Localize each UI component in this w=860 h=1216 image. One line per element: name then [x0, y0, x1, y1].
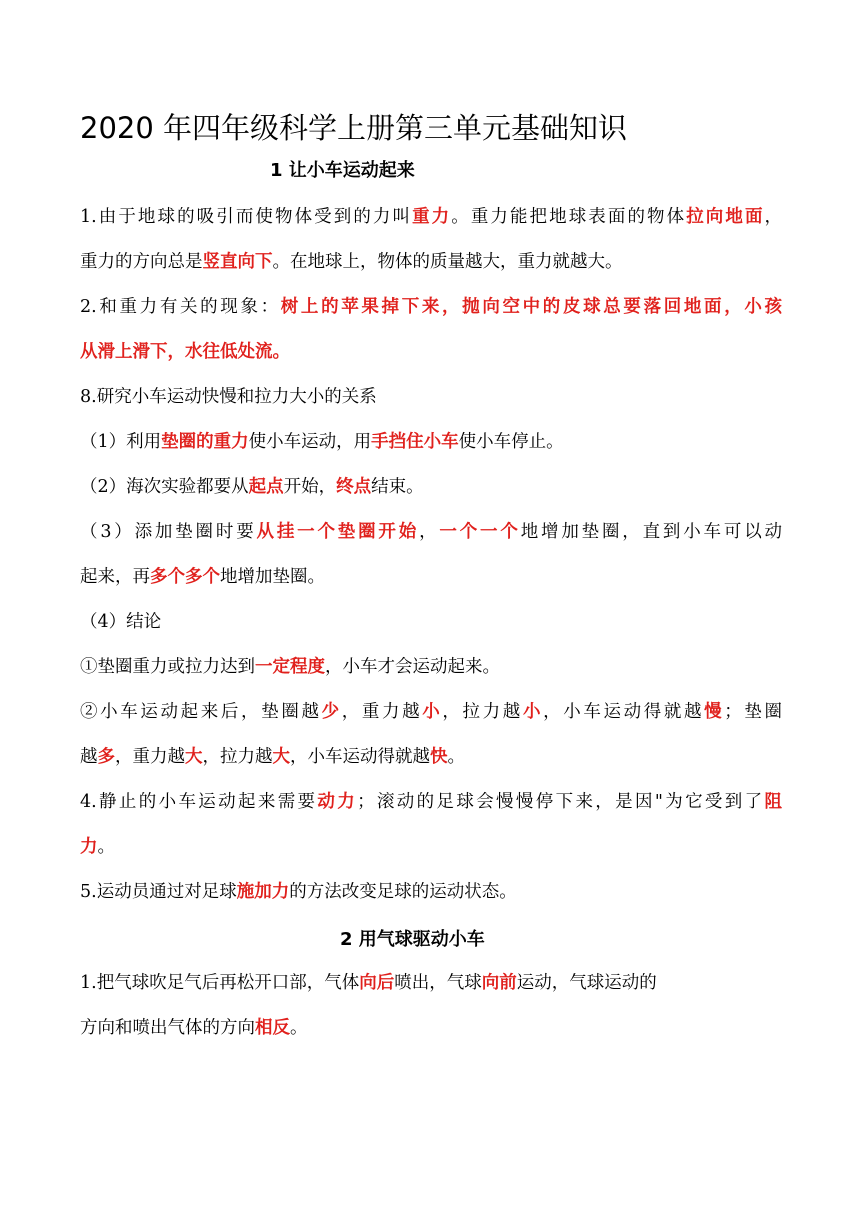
- highlight-term: 施加力: [236, 882, 290, 902]
- text-segment: 起来，再: [80, 567, 150, 587]
- highlight-term: 力: [80, 837, 98, 857]
- highlight-term: 小: [522, 702, 544, 722]
- text-segment: 地增加垫圈，直到小车可以动: [520, 522, 783, 542]
- text-segment: ，: [764, 207, 783, 227]
- highlight-term: 多: [97, 747, 115, 767]
- text-segment: 1.把气球吹足气后再松开口部，气体: [80, 973, 360, 993]
- paragraph-3: [80, 382, 377, 412]
- text-segment: 喷出，气球: [394, 973, 482, 993]
- highlight-term: 阻: [764, 792, 782, 812]
- paragraph-1-line-1: [80, 202, 782, 232]
- text-segment: ，重力越: [115, 747, 185, 767]
- paragraph-5: [80, 877, 517, 907]
- text-segment: 方向和喷出气体的方向: [80, 1018, 255, 1038]
- text-segment: ，小车才会运动起来。: [325, 657, 500, 677]
- text-segment: （3）添加垫圈时要: [80, 522, 257, 542]
- text-segment: （4）结论: [80, 612, 162, 632]
- item-3-line-1: [80, 517, 782, 547]
- paragraph-4-line-2: [80, 832, 115, 862]
- document-title: 2020 年四年级科学上册第三单元基础知识: [80, 111, 628, 145]
- text-segment: ；垫圈: [724, 702, 783, 722]
- highlight-term: 树上的苹果掉下来，抛向空中的皮球总要落回地面，小孩: [280, 297, 783, 317]
- highlight-term: 多个多个: [150, 567, 220, 587]
- text-segment: ②小车运动起来后，垫圈越: [80, 702, 322, 722]
- item-3-line-2: [80, 562, 325, 592]
- section-2-paragraph-1-line-2: [80, 1013, 308, 1043]
- text-segment: ，拉力越: [202, 747, 273, 767]
- text-segment: （2）海次实验都要从: [80, 477, 249, 497]
- text-segment: 5.运动员通过对足球: [80, 882, 237, 902]
- text-segment: ，拉力越: [442, 702, 523, 722]
- section-2-paragraph-1-line-1: [80, 968, 657, 998]
- text-segment: 。: [447, 747, 465, 767]
- paragraph-2-line-1: [80, 292, 782, 322]
- text-segment: 重力的方向总是: [80, 252, 203, 272]
- highlight-term: 终点: [336, 477, 372, 497]
- item-4: [80, 607, 161, 637]
- highlight-term: 一个一个: [439, 522, 521, 542]
- text-segment: 。: [290, 1018, 308, 1038]
- text-segment: 。: [97, 837, 115, 857]
- paragraph-1-line-2: [80, 247, 623, 277]
- item-1: [80, 427, 564, 457]
- paragraph-4-line-1: [80, 787, 782, 817]
- highlight-term: 大: [185, 747, 203, 767]
- text-segment: ①垫圈重力或拉力达到: [80, 657, 255, 677]
- text-segment: ；滚动的足球会慢慢停下来，是因"为它受到了: [357, 792, 765, 812]
- text-segment: ，小车运动得就越: [290, 747, 430, 767]
- text-segment: 使小车停止。: [458, 432, 564, 452]
- highlight-term: 手挡住小车: [371, 432, 459, 452]
- highlight-term: 从滑上滑下，水往低处流。: [80, 342, 290, 362]
- highlight-term: 起点: [248, 477, 284, 497]
- paragraph-2-line-2: [80, 337, 290, 367]
- text-segment: ，小车运动得就越: [543, 702, 705, 722]
- text-segment: 2.和重力有关的现象：: [80, 297, 281, 317]
- conclusion-2-line-2: [80, 742, 465, 772]
- text-segment: ，重力越: [341, 702, 423, 722]
- highlight-term: 竖直向下: [202, 252, 273, 272]
- section-1-heading: 1 让小车运动起来: [270, 160, 415, 181]
- text-segment: （1）利用: [80, 432, 162, 452]
- highlight-term: 大: [272, 747, 290, 767]
- conclusion-2-line-1: [80, 697, 782, 727]
- highlight-term: 快: [430, 747, 448, 767]
- text-segment: 1.由于地球的吸引而使物体受到的力叫: [80, 207, 413, 227]
- item-2: [80, 472, 424, 502]
- highlight-term: 相反: [255, 1018, 290, 1038]
- text-segment: ，: [419, 522, 440, 542]
- highlight-term: 动力: [317, 792, 358, 812]
- text-segment: 的方法改变足球的运动状态。: [289, 882, 517, 902]
- text-segment: 。重力能把地球表面的物体: [451, 207, 687, 227]
- highlight-term: 向前: [481, 973, 517, 993]
- text-segment: 开始，: [283, 477, 337, 497]
- highlight-term: 慢: [704, 702, 725, 722]
- highlight-term: 向后: [359, 973, 395, 993]
- text-segment: 结束。: [371, 477, 424, 497]
- highlight-term: 重力: [412, 207, 452, 227]
- text-segment: 越: [80, 747, 98, 767]
- highlight-term: 拉向地面: [686, 207, 765, 227]
- highlight-term: 一定程度: [255, 657, 325, 677]
- section-2-heading: 2 用气球驱动小车: [340, 929, 485, 950]
- text-segment: 8.研究小车运动快慢和拉力大小的关系: [80, 387, 377, 407]
- highlight-term: 少: [321, 702, 342, 722]
- highlight-term: 小: [422, 702, 443, 722]
- conclusion-1: [80, 652, 500, 682]
- text-segment: 运动，气球运动的: [516, 973, 657, 993]
- highlight-term: 从挂一个垫圈开始: [256, 522, 420, 542]
- text-segment: 使小车运动，用: [248, 432, 372, 452]
- text-segment: 地增加垫圈。: [220, 567, 325, 587]
- text-segment: 。在地球上，物体的质量越大，重力就越大。: [272, 252, 623, 272]
- highlight-term: 垫圈的重力: [161, 432, 249, 452]
- text-segment: 4.静止的小车运动起来需要: [80, 792, 318, 812]
